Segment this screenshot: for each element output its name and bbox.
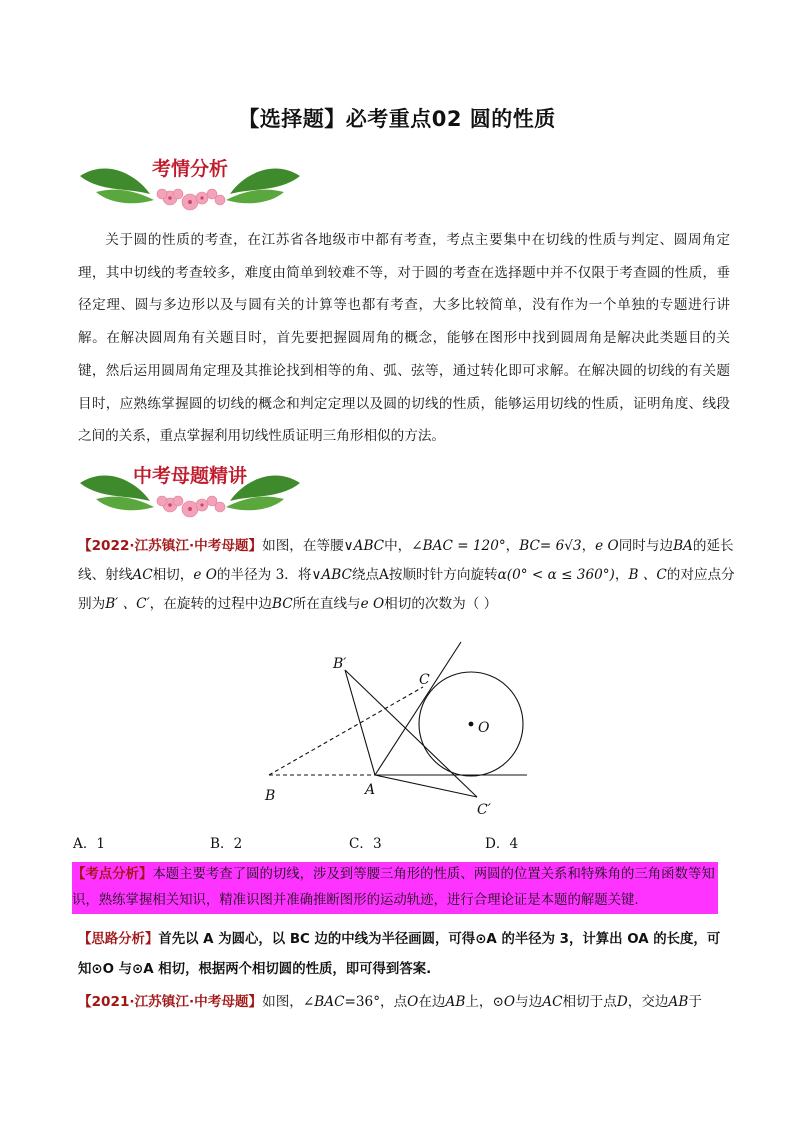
math-expr: BA [673, 538, 693, 554]
geometry-figure [255, 640, 545, 829]
label-c: C [419, 672, 430, 688]
math-expr: D [616, 994, 628, 1010]
segment-bc-dashed [269, 687, 423, 775]
question-text: 如图， [262, 994, 303, 1010]
question-source-tag: 【2021·江苏镇江·中考母题】 [78, 994, 263, 1010]
math-expr: e O [193, 567, 217, 583]
math-expr: ∠BAC = 120° [411, 538, 506, 554]
math-expr: e O [595, 538, 619, 554]
math-expr: AC [132, 567, 153, 583]
segment-bc-prime [345, 670, 477, 797]
choice-d[interactable]: D．4 [485, 836, 519, 852]
exam-point-text: 本题主要考查了圆的切线，涉及到等腰三角形的性质、两圆的位置关系和特殊角的三角函数等知识，熟练掌握相关知识，精准识图并准确推断图形的运动轨迹，进行合理论证是本题的解题关键. [72, 867, 715, 908]
question-1 [78, 532, 738, 619]
section-title-questions: 中考母题精讲 [132, 465, 247, 487]
label-a: A [365, 782, 376, 798]
exam-point-tag: 【考点分析】 [72, 867, 153, 882]
choice-b[interactable]: B．2 [210, 836, 243, 852]
exam-point-analysis [72, 862, 718, 914]
question-text: ， [505, 538, 520, 554]
ray-ac [375, 642, 461, 775]
question-text: 绕点A按顺时针方向旋转 [351, 567, 498, 583]
question-text: 相切， [152, 567, 194, 583]
question-text: 相切的次数为（ ） [384, 596, 498, 612]
geometry-diagram [255, 640, 545, 825]
segment-ab-prime [345, 670, 375, 775]
question-text: 相切于点 [562, 994, 617, 1010]
answer-choices [73, 832, 673, 852]
math-expr: α(0° < α ≤ 360°) [497, 567, 615, 583]
question-text: ， [581, 538, 596, 554]
math-expr: AC [542, 994, 563, 1010]
math-expr: ∨ABC [343, 538, 385, 554]
math-expr: B 、C [628, 567, 667, 583]
approach-text: 首先以 A 为圆心，以 BC 边的中线为半径画圆，可得⊙A 的半径为 3，计算出 OA 的长度，可知⊙O 与⊙A 相切，根据两个相切圆的性质，即可得到答案. [78, 932, 721, 977]
label-c-prime: C′ [477, 802, 491, 818]
center-point [469, 722, 474, 727]
question-text: ， [614, 567, 629, 583]
question-text: 的延长线、射线 [78, 538, 734, 583]
choice-c[interactable]: C．3 [349, 836, 382, 852]
math-expr: BC [272, 596, 293, 612]
question-text: =36°，点 [344, 994, 408, 1010]
approach-analysis [78, 925, 728, 985]
label-o: O [478, 720, 490, 736]
section-banner-questions [78, 455, 302, 523]
segment-ac-prime [375, 775, 477, 797]
section-title-analysis: 考情分析 [151, 158, 228, 180]
question-text: 所在直线与 [292, 596, 361, 612]
math-expr: O [503, 994, 516, 1010]
question-text: 的对应点分别为 [78, 567, 735, 612]
question-text: 如图，在等腰 [262, 538, 344, 554]
question-source-tag: 【2022·江苏镇江·中考母题】 [78, 538, 263, 554]
choice-a[interactable]: A．1 [73, 836, 106, 852]
question-text: 在边 [418, 994, 446, 1010]
label-b: B [265, 788, 276, 804]
question-text: 与边 [515, 994, 543, 1010]
section-banner-analysis [78, 148, 302, 216]
math-expr: ∨ABC [311, 567, 352, 583]
math-expr: e O [360, 596, 385, 612]
approach-tag: 【思路分析】 [78, 932, 159, 947]
question-text: 的半径为 3．将 [216, 567, 312, 583]
question-text: 中， [384, 538, 412, 554]
math-expr: O [407, 994, 419, 1010]
analysis-paragraph: 关于圆的性质的考查，在江苏省各地级市中都有考查，考点主要集中在切线的性质与判定、圆周角定理，其中切线的考查较多，难度由简单到较难不等，对于圆的考查在选择题中并不仅限于考查圆的性质，垂径定理、圆与多边形以及与圆有关的计算等也都有考查，大多比较简单，没有作为一个单独的专题进行讲解。在解决圆周角有关题目时，首先要把握圆周角的概念，能够在图形中找到圆周角是解决此类题目的关键，然后运用圆周角定理及其推论找到相等的角、弧、弦等，通过转化即可求解。在解决圆的切线的有关题目时，应熟练掌握圆的切线的概念和判定定理以及圆的切线的性质，能够运用切线的性质，证明角度、线段之间的关系，重点掌握利用切线性质证明三角形相似的方法。 [78, 232, 730, 445]
question-text: 同时与边 [618, 538, 674, 554]
question-text: 上，⊙ [465, 994, 504, 1010]
question-text: ，在旋转的过程中边 [149, 596, 273, 612]
math-expr: BC= 6√3 [519, 538, 582, 554]
label-b-prime: B′ [333, 656, 347, 672]
question-text: ，交边 [627, 994, 669, 1010]
question-text: 于 [688, 994, 702, 1010]
math-expr: ∠BAC [302, 994, 345, 1010]
page-title: 【选择题】必考重点02 圆的性质 [238, 107, 556, 131]
math-expr: AB [668, 994, 689, 1010]
math-expr: B′ 、C′ [105, 596, 150, 612]
question-2 [78, 988, 738, 1017]
math-expr: AB [445, 994, 466, 1010]
